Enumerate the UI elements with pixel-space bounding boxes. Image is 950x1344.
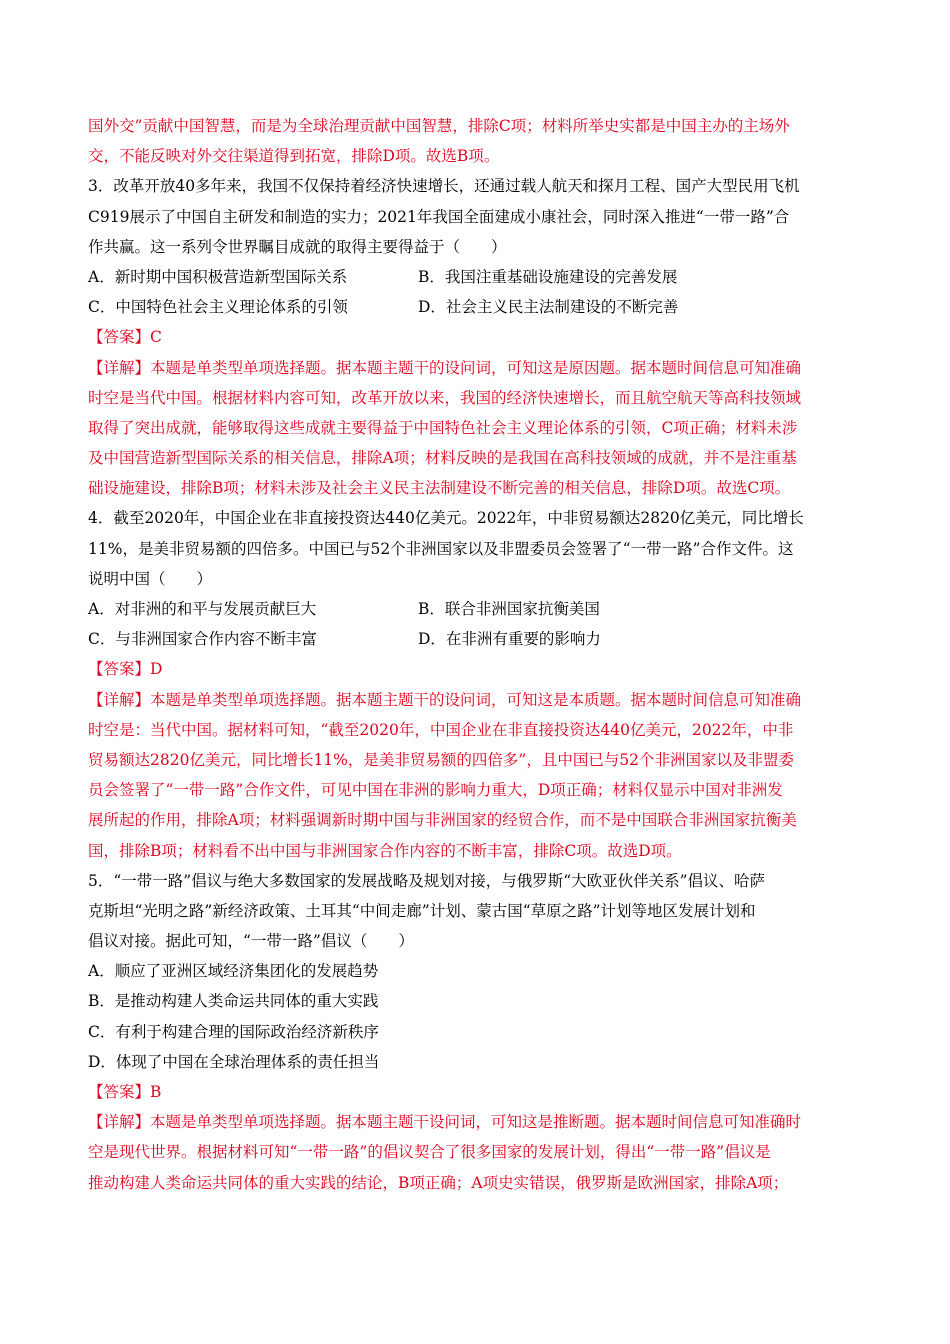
q2-explanation-tail xyxy=(88,111,864,171)
option-b: B．是推动构建人类命运共同体的重大实践 xyxy=(88,992,379,1011)
question-stem-line: C919展示了中国自主研发和制造的实力；2021年我国全面建成小康社会，同时深入推进“一带一路”合 xyxy=(88,207,790,226)
option-row xyxy=(88,262,864,292)
explanation-line: 础设施建设，排除B项；材料未涉及社会主义民主法制建设不断完善的相关信息，排除D项。故选C项。 xyxy=(88,479,791,498)
explanation-line: 【详解】本题是单类型单项选择题。据本题主题干的设问词，可知这是原因题。据本题时间信息可知准确 xyxy=(88,358,802,377)
option-a: A．顺应了亚洲区域经济集团化的发展趋势 xyxy=(88,962,379,981)
explanation-line: 交，不能反映对外交往渠道得到拓宽，排除D项。故选B项。 xyxy=(88,147,500,166)
explanation-line: 【详解】本题是单类型单项选择题。据本题主题干设问词，可知这是推断题。据本题时间信息可知准确时 xyxy=(88,1113,802,1132)
explanation-line: 展所起的作用，排除A项；材料强调新时期中国与非洲国家的经贸合作，而不是中国联合非洲国家抗衡美 xyxy=(88,811,797,830)
explanation-line: 国外交”贡献中国智慧，而是为全球治理贡献中国智慧，排除C项；材料所举史实都是中国主办的主场外 xyxy=(88,117,790,135)
explanation-line: 时空是当代中国。根据材料内容可知，改革开放以来，我国的经济快速增长，而且航空航天等高科技领域 xyxy=(88,388,802,407)
option-row xyxy=(88,594,864,624)
explanation-line: 国，排除B项；材料看不出中国与非洲国家合作内容的不断丰富，排除C项。故选D项。 xyxy=(88,841,682,860)
answer-label: 【答案】C xyxy=(88,328,162,347)
question-stem-line: 5．“一带一路”倡议与绝大多数国家的发展战略及规划对接，与俄罗斯“大欧亚伙伴关系”倡议、哈萨 xyxy=(88,871,766,890)
question-4 xyxy=(88,503,864,865)
answer-label: 【答案】D xyxy=(88,660,163,679)
explanation-line: 【详解】本题是单类型单项选择题。据本题主题干的设问词，可知这是本质题。据本题时间信息可知准确 xyxy=(88,690,802,709)
explanation-line: 取得了突出成就，能够取得这些成就主要得益于中国特色社会主义理论体系的引领，C项正确；材料未涉 xyxy=(88,418,798,437)
question-stem-line: 作共赢。这一系列令世界瞩目成就的取得主要得益于（ ） xyxy=(88,237,507,256)
option-a: A．新时期中国积极营造新型国际关系 xyxy=(88,267,348,286)
option-b: B．联合非洲国家抗衡美国 xyxy=(418,600,600,618)
answer-label: 【答案】B xyxy=(88,1083,162,1101)
explanation-line: 时空是：当代中国。据材料可知，“截至2020年，中国企业在非直接投资达440亿美元，2022年，中非 xyxy=(88,720,794,739)
question-stem-line: 倡议对接。据此可知，“一带一路”倡议（ ） xyxy=(88,932,414,951)
option-c: C．中国特色社会主义理论体系的引领 xyxy=(88,298,348,317)
explanation-line: 推动构建人类命运共同体的重大实践的结论，B项正确；A项史实错误，俄罗斯是欧洲国家，排除A项； xyxy=(88,1173,789,1192)
page-content xyxy=(88,111,864,1198)
option-row xyxy=(88,292,864,322)
option-b: B．我国注重基础设施建设的完善发展 xyxy=(418,267,678,286)
question-stem-line: 3．改革开放40多年来，我国不仅保持着经济快速增长，还通过载人航天和探月工程、国产大型民用飞机 xyxy=(88,177,800,196)
option-c: C．与非洲国家合作内容不断丰富 xyxy=(88,630,317,649)
explanation-line: 空是现代世界。根据材料可知“一带一路”的倡议契合了很多国家的发展计划，得出“一带一路”倡议是 xyxy=(88,1143,771,1162)
explanation-line: 及中国营造新型国际关系的相关信息，排除A项；材料反映的是我国在高科技领域的成就，并不是注重基 xyxy=(88,449,797,468)
question-5 xyxy=(88,866,864,1198)
question-stem-line: 克斯坦“光明之路”新经济政策、土耳其“中间走廊”计划、蒙古国“草原之路”计划等地区发展计划和 xyxy=(88,901,756,920)
question-3 xyxy=(88,171,864,503)
option-d: D．在非洲有重要的影响力 xyxy=(418,630,601,649)
question-stem-line: 说明中国（ ） xyxy=(88,569,213,588)
option-c: C．有利于构建合理的国际政治经济新秩序 xyxy=(88,1022,379,1041)
option-d: D．社会主义民主法制建设的不断完善 xyxy=(418,298,679,317)
question-stem-line: 11%，是美非贸易额的四倍多。中国已与52个非洲国家以及非盟委员会签署了“一带一路”合作文件。这 xyxy=(88,539,794,558)
question-stem-line: 4．截至2020年，中国企业在非直接投资达440亿美元。2022年，中非贸易额达2820亿美元，同比增长 xyxy=(88,509,804,528)
option-d: D．体现了中国在全球治理体系的责任担当 xyxy=(88,1052,380,1071)
explanation-line: 员会签署了“一带一路”合作文件，可见中国在非洲的影响力重大，D项正确；材料仅显示中国对非洲发 xyxy=(88,781,783,800)
option-a: A．对非洲的和平与发展贡献巨大 xyxy=(88,600,317,618)
option-row xyxy=(88,624,864,654)
explanation-line: 贸易额达2820亿美元，同比增长11%，是美非贸易额的四倍多”，且中国已与52个非洲国家以及非盟委 xyxy=(88,750,795,769)
